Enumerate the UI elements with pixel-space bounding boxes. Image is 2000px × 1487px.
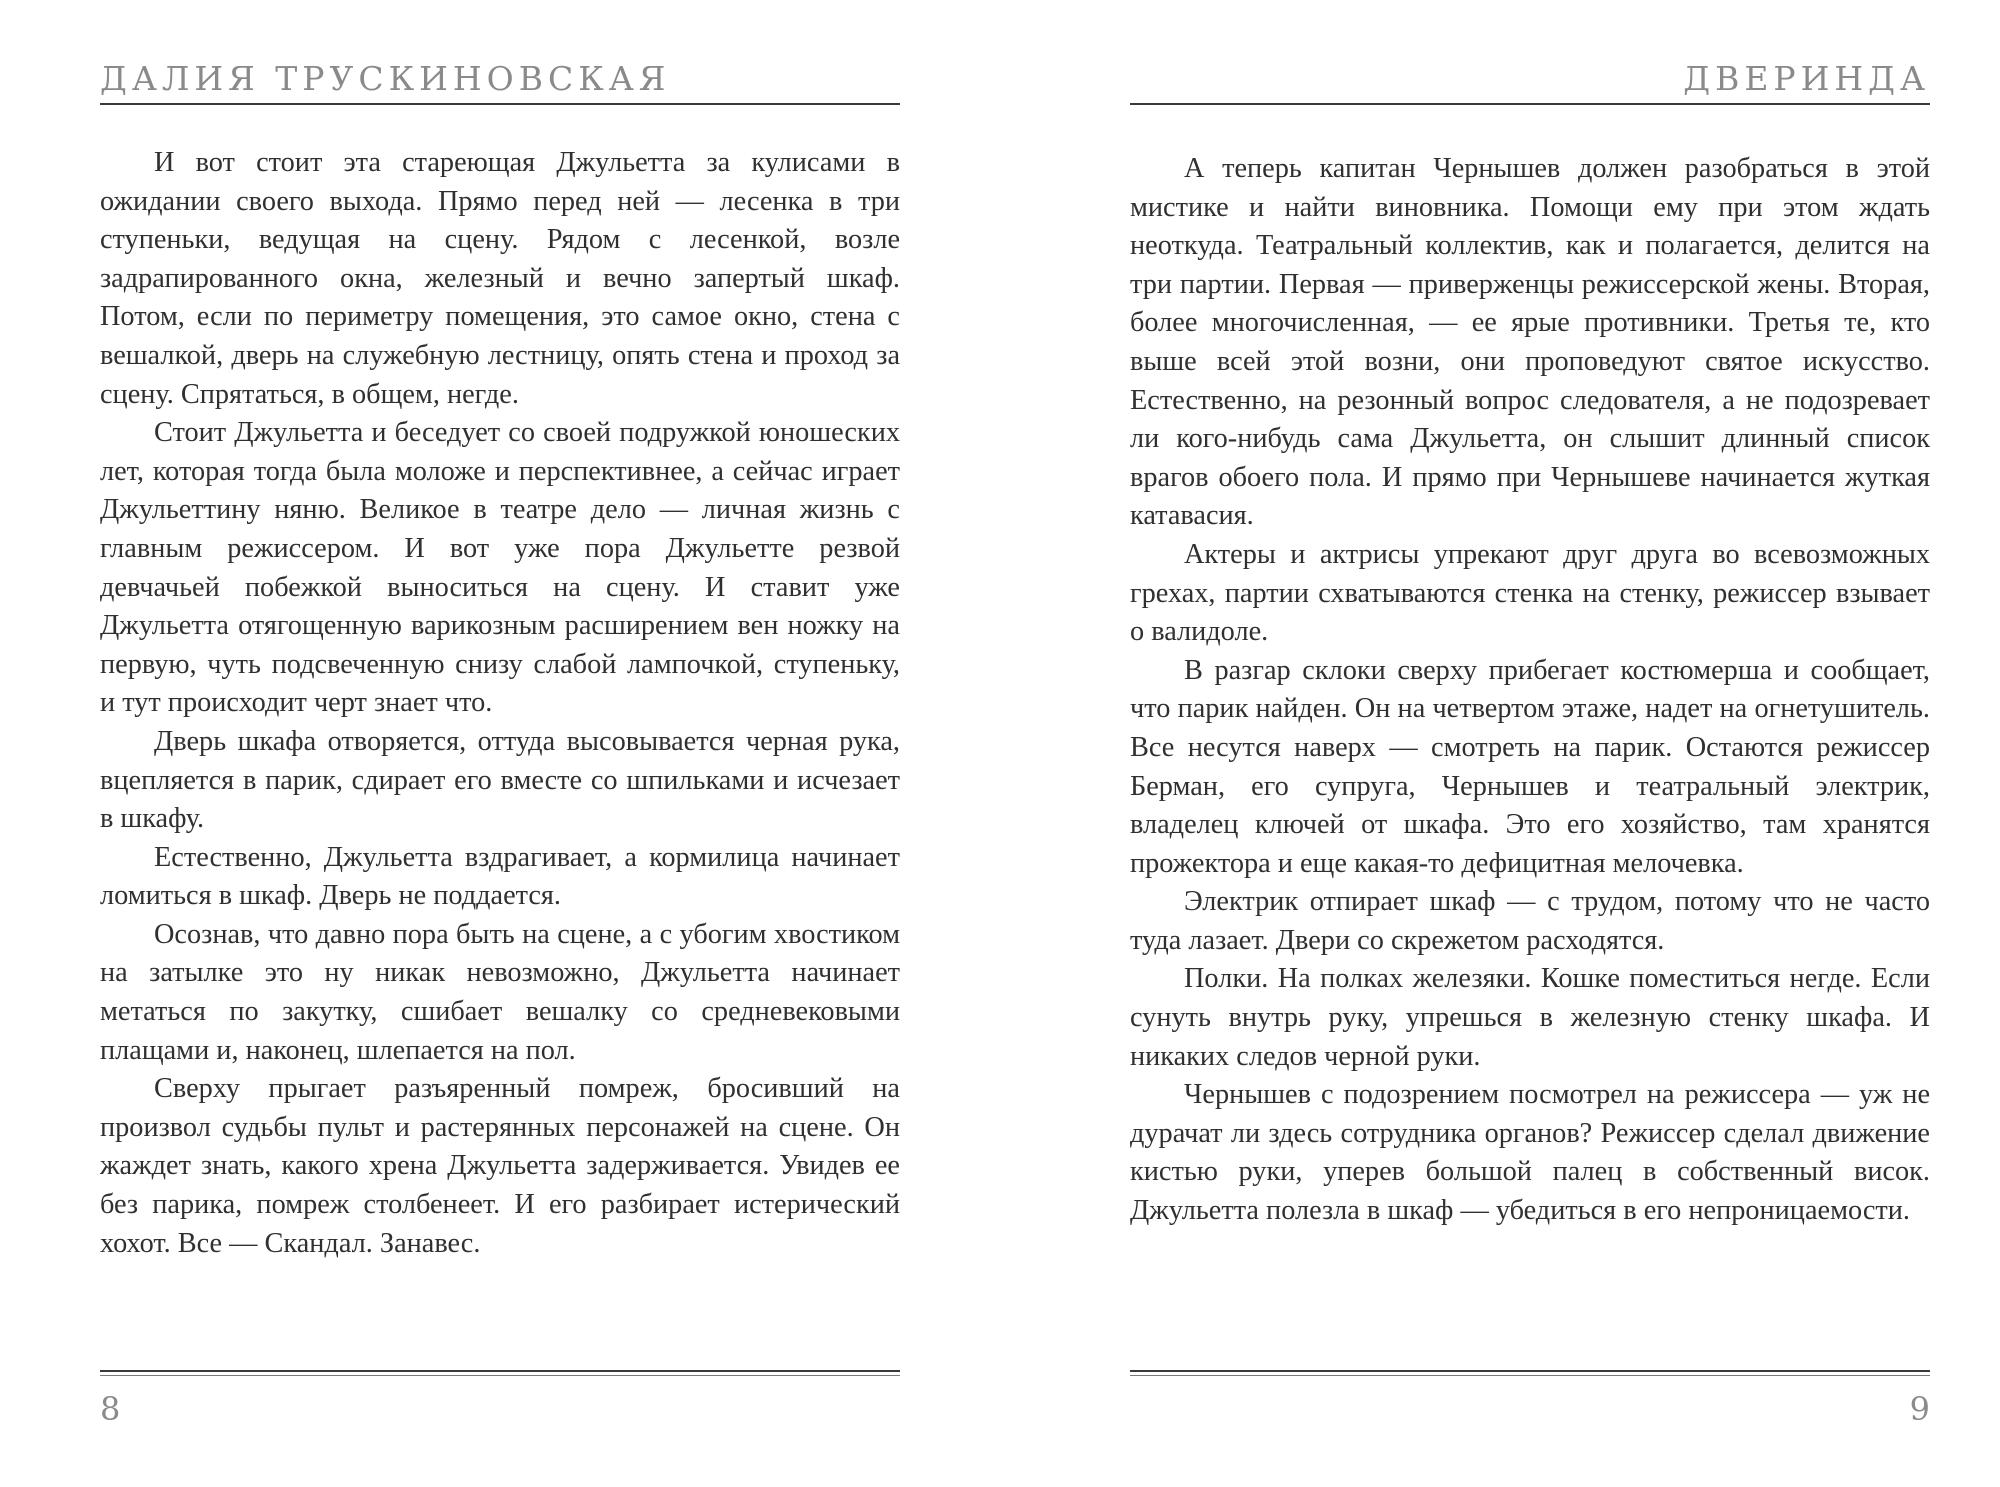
paragraph: Чернышев с подозрением посмотрел на режиссера — уж не дурачат ли здесь сотрудника органов? Режиссер сделал движение кистью руки, уперев большой палец в собственный висок. Джульетта полезла в шкаф — убедиться в его непроницаемости. xyxy=(1130,1079,1930,1227)
right-body-text xyxy=(1130,150,1930,1231)
right-page xyxy=(1130,0,1930,1487)
paragraph: Сверху прыгает разъяренный помреж, бросивший на произвол судьбы пульт и растерянных персонажей на сцене. Он жаждет знать, какого хрена Джульетта задерживается. Увидев ее без парика, помреж столбенеет. И его разбирает истерический хохот. Все — Скандал. Занавес. xyxy=(100,1073,900,1259)
footer-rule xyxy=(1130,1370,1930,1376)
page-number: 9 xyxy=(1909,1390,1930,1428)
running-head-title: ДВЕРИНДА xyxy=(1683,59,1930,98)
paragraph: Электрик отпирает шкаф — с трудом, потому что не часто туда лазает. Двери со скрежетом расходятся. xyxy=(1130,886,1930,956)
footer-rule xyxy=(100,1370,900,1376)
paragraph: Естественно, Джульетта вздрагивает, а кормилица начинает ломиться в шкаф. Дверь не поддается. xyxy=(100,841,900,912)
paragraph: И вот стоит эта стареющая Джульетта за кулисами в ожидании своего выхода. Прямо перед ней — лесенка в три ступеньки, ведущая на сцену. Рядом с лесенкой, возле задрапированного окна, железный и вечно запертый шкаф. Потом, если по периметру помещения, это самое окно, стена с вешалкой, дверь на служебную лестницу, опять стена и проход за сцену. Спрятаться, в общем, негде. xyxy=(100,147,900,410)
running-head-author: ДАЛИЯ ТРУСКИНОВСКАЯ xyxy=(100,59,671,98)
page-number: 8 xyxy=(100,1390,121,1428)
paragraph: Дверь шкафа отворяется, оттуда высовывается черная рука, вцепляется в парик, сдирает его вместе со шпильками и исчезает в шкафу. xyxy=(100,725,900,835)
paragraph: Полки. На полках железяки. Кошке поместиться негде. Если сунуть внутрь руку, упрешься в железную стенку шкафа. И никаких следов черной руки. xyxy=(1130,963,1930,1072)
paragraph: Стоит Джульетта и беседует со своей подружкой юношеских лет, которая тогда была моложе и перспективнее, а сейчас играет Джульеттину няню. Великое в театре дело — личная жизнь с главным режиссером. И вот уже пора Джульетте резвой девчачьей побежкой выноситься на сцену. И ставит уже Джульетта отягощенную варикозным расширением вен ножку на первую, чуть подсвеченную снизу слабой лампочкой, ступеньку, и тут происходит черт знает что. xyxy=(100,417,900,719)
paragraph: Актеры и актрисы упрекают друг друга во всевозможных грехах, партии схватываются стенка на стенку, режиссер взывает о валидоле. xyxy=(1130,538,1930,648)
right-header xyxy=(1130,55,1930,105)
paragraph: А теперь капитан Чернышев должен разобраться в этой мистике и найти виновника. Помощи ему при этом ждать неоткуда. Театральный коллектив, как и полагается, делится на три партии. Первая — приверженцы режиссерской жены. Вторая, более многочисленная, — ее ярые противники. Третья те, кто выше всей этой возни, они проповедуют святое искусство. Естественно, на резонный вопрос следователя, а не подозревает ли кого-нибудь сама Джульетта, он слышит длинный список врагов обоего пола. И прямо при Чернышеве начинается жуткая катавасия. xyxy=(1130,153,1930,532)
left-header xyxy=(100,55,900,105)
paragraph: Осознав, что давно пора быть на сцене, а с убогим хвостиком на затылке это ну никак невозможно, Джульетта начинает метаться по закутку, сшибает вешалку со средневековыми плащами и, наконец, шлепается на пол. xyxy=(100,918,900,1066)
paragraph: В разгар склоки сверху прибегает костюмерша и сообщает, что парик найден. Он на четвертом этаже, надет на огнетушитель. Все несутся наверх — смотреть на парик. Остаются режиссер Берман, его супруга, Чернышев и театральный электрик, владелец ключей от шкафа. Это его хозяйство, там хранятся прожектора и еще какая-то дефицитная мелочевка. xyxy=(1130,654,1930,879)
left-page xyxy=(100,0,900,1487)
left-body-text xyxy=(100,144,900,1263)
